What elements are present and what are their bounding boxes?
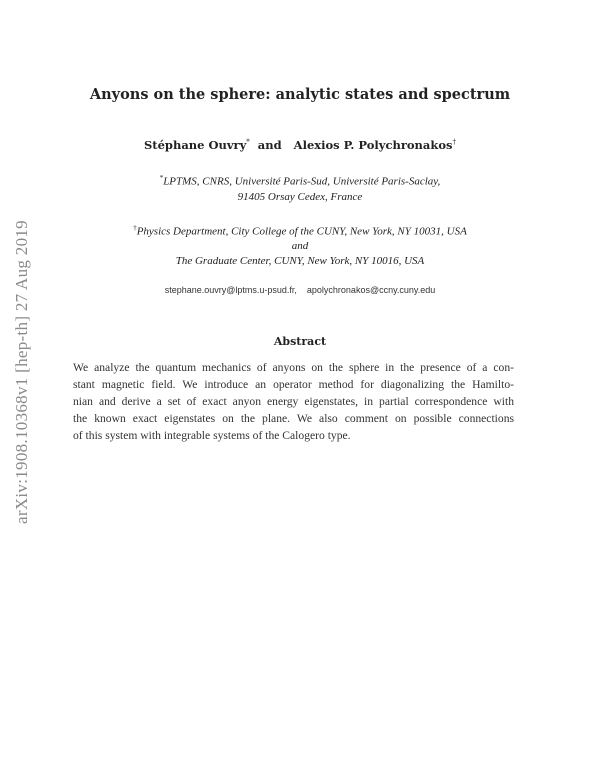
abstract-line: We analyze the quantum mechanics of anyons on the sphere in the presence of a con- xyxy=(73,361,514,374)
affiliation-mark: * xyxy=(159,174,164,182)
abstract-body xyxy=(73,359,514,444)
email-text: stephane.ouvry@lptms.u-psud.fr, apolychronakos@ccny.cuny.edu xyxy=(164,285,436,295)
author-name: Stéphane Ouvry xyxy=(144,138,247,152)
arxiv-identifier: arXiv:1908.10368v1 [hep-th] 27 Aug 2019 xyxy=(12,220,31,524)
affiliation-mark: † xyxy=(133,224,137,232)
author-emails xyxy=(0,285,600,295)
abstract-line: nian and derive a set of exact anyon energy eigenstates, in partial correspondence with xyxy=(73,395,514,408)
affiliation-mark: † xyxy=(452,138,456,147)
abstract-heading: Abstract xyxy=(273,335,327,348)
affiliation-2-line-3: The Graduate Center, CUNY, New York, NY 10016, USA xyxy=(175,255,425,267)
abstract-line: the known exact eigenstates on the plane. We also comment on possible connections xyxy=(73,412,514,425)
affiliation-2-line-1 xyxy=(0,224,600,238)
author-name: Alexios P. Polychronakos xyxy=(293,138,453,152)
affiliation-1-line-2: 91405 Orsay Cedex, France xyxy=(237,191,363,203)
abstract-line: of this system with integrable systems of the Calogero type. xyxy=(73,429,351,442)
author-list xyxy=(0,138,600,152)
affiliation-text: LPTMS, CNRS, Université Paris-Sud, Université Paris-Saclay, xyxy=(163,175,441,188)
abstract-line: stant magnetic field. We introduce an operator method for diagonalizing the Hamilto- xyxy=(73,378,514,391)
affiliation-text: Physics Department, City College of the CUNY, New York, NY 10031, USA xyxy=(136,225,467,238)
affiliation-mark: * xyxy=(246,138,250,147)
author-conjunction: and xyxy=(257,138,282,152)
affiliation-1-line-1 xyxy=(0,174,600,188)
paper-title: Anyons on the sphere: analytic states and spectrum xyxy=(89,86,511,103)
affiliation-2-line-2: and xyxy=(291,240,309,252)
